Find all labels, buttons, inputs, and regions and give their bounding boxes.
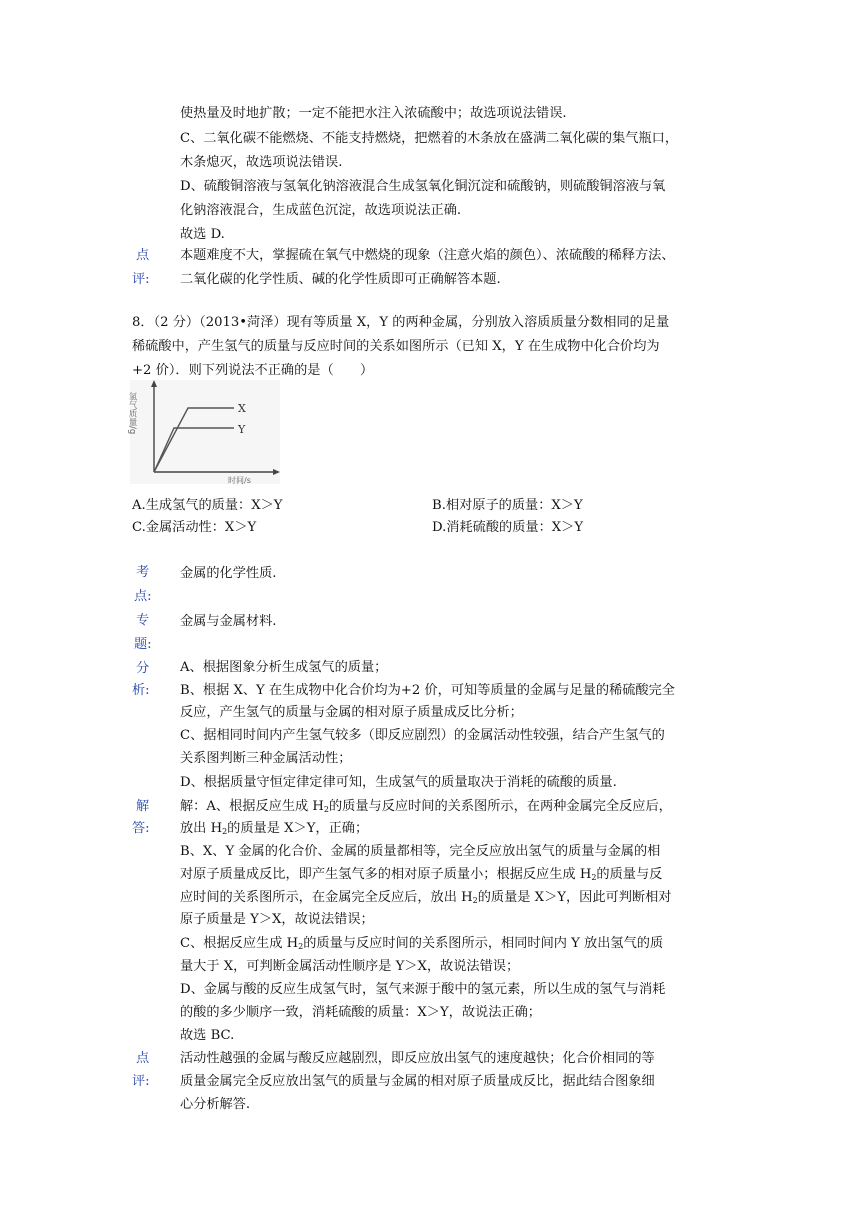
- solution-line: D、金属与酸的反应生成氢气时，氢气来源于酸中的氢元素，所以生成的氢气与消耗: [180, 982, 666, 997]
- knowledge-point: 金属的化学性质.: [180, 566, 277, 581]
- topic: 金属与金属材料.: [180, 614, 277, 629]
- analysis-line: A、根据图象分析生成氢气的质量；: [180, 660, 388, 675]
- prev-option-d-line: D、硫酸铜溶液与氢氧化钠溶液混合生成氢氧化铜沉淀和硫酸钠，则硫酸铜溶液与氧: [180, 179, 666, 194]
- y-axis-label: 氢气质量/g: [127, 392, 137, 435]
- x-axis-label: 时间/s: [228, 476, 251, 485]
- prev-option-c-line: C、二氧化碳不能燃烧、不能支持燃烧，把燃着的木条放在盛满二氧化碳的集气瓶口，: [180, 131, 679, 146]
- prev-comment-line: 本题难度不大，掌握硫在氧气中燃烧的现象（注意火焰的颜色）、浓硫酸的稀释方法、: [180, 248, 675, 263]
- solution-line: 量大于 X，可判断金属活动性顺序是 Y＞X，故说法错误；: [180, 959, 520, 974]
- analysis-label: 析:: [132, 683, 150, 698]
- solution-line: 的酸的多少顺序一致，消耗硫酸的质量：X＞Y，故说法正确；: [180, 1005, 541, 1020]
- comment-line: 心分析解答.: [180, 1097, 251, 1112]
- comment-line: 质量金属完全反应放出氢气的质量与金属的相对原子质量成反比，据此结合图象细: [180, 1074, 655, 1089]
- knowledge-point-label: 点:: [134, 589, 152, 604]
- option-d: D.消耗硫酸的质量：X＞Y: [432, 520, 584, 535]
- analysis-line: B、根据 X、Y 在生成物中化合价均为+2 价，可知等质量的金属与足量的稀硫酸完全: [180, 683, 675, 698]
- series-y-label: Y: [238, 423, 246, 436]
- option-c: C.金属活动性：X＞Y: [132, 520, 257, 535]
- prev-text-line: 使热量及时地扩散；一定不能把水注入浓硫酸中；故选项说法错误.: [180, 106, 567, 121]
- series-x-label: X: [238, 402, 246, 415]
- solution-line: B、X、Y 金属的化合价、金属的质量都相等，完全反应放出氢气的质量与金属的相: [180, 844, 661, 859]
- question-line: +2 价）．则下列说法不正确的是（ ）: [132, 363, 374, 378]
- prev-comment-line: 二氧化碳的化学性质、碱的化学性质即可正确解答本题.: [180, 272, 501, 287]
- option-a: A.生成氢气的质量：X＞Y: [132, 498, 283, 513]
- analysis-line: D、根据质量守恒定律定律可知，生成氢气的质量取决于消耗的硫酸的质量.: [180, 775, 617, 790]
- topic-label: 题:: [134, 637, 152, 652]
- prev-option-c-line: 木条熄灭，故选项说法错误.: [180, 155, 343, 170]
- question-line: 8．（2 分）（2013•菏泽）现有等质量 X，Y 的两种金属，分别放入溶质质量分数相同的足量: [132, 315, 670, 330]
- analysis-line: 关系图判断三种金属活动性；: [180, 751, 352, 766]
- analysis-label: 分: [136, 661, 150, 676]
- solution-line: 原子质量是 Y＞X，故说法错误；: [180, 912, 374, 927]
- analysis-line: 反应，产生氢气的质量与金属的相对原子质量成反比分析；: [180, 705, 523, 720]
- knowledge-point-label: 考: [136, 565, 150, 580]
- solution-line: 解：A、根据反应生成 $H_2$的质量与反应时间的关系图所示，在两种金属完全反应后，: [180, 799, 672, 814]
- solution-line: 应时间的关系图所示，在金属完全反应后，放出 $H_2$的质量是 X＞Y，因此可判断相对: [180, 890, 672, 905]
- option-b: B.相对原子的质量：X＞Y: [432, 498, 583, 513]
- comment-label: 点: [136, 1051, 150, 1066]
- solution-label: 答:: [132, 821, 150, 836]
- hydrogen-time-graph: [127, 380, 280, 485]
- prev-answer: 故选 D.: [180, 227, 225, 242]
- analysis-line: C、据相同时间内产生氢气较多（即反应剧烈）的金属活动性较强，结合产生氢气的: [180, 728, 665, 743]
- solution-label: 解: [136, 799, 150, 814]
- question-line: 稀硫酸中，产生氢气的质量与反应时间的关系如图所示（已知 X，Y 在生成物中化合价均为: [132, 339, 660, 354]
- solution-line: C、根据反应生成 $H_2$的质量与反应时间的关系图所示，相同时间内 Y 放出氢气的质: [180, 936, 664, 951]
- solution-answer: 故选 BC.: [180, 1028, 235, 1043]
- prev-option-d-line: 化钠溶液混合，生成蓝色沉淀，故选项说法正确.: [180, 203, 462, 218]
- comment-line: 活动性越强的金属与酸反应越剧烈，即反应放出氢气的速度越快；化合价相同的等: [180, 1051, 655, 1066]
- comment-label: 评:: [132, 1074, 150, 1089]
- topic-label: 专: [136, 613, 150, 628]
- solution-line: 放出 $H_2$的质量是 X＞Y，正确；: [180, 821, 369, 836]
- solution-line: 对原子质量成反比，即产生氢气多的相对原子质量小；根据反应生成 $H_2$的质量与反: [180, 867, 663, 882]
- prev-comment-label: 点: [136, 248, 150, 263]
- prev-comment-label: 评:: [132, 272, 150, 287]
